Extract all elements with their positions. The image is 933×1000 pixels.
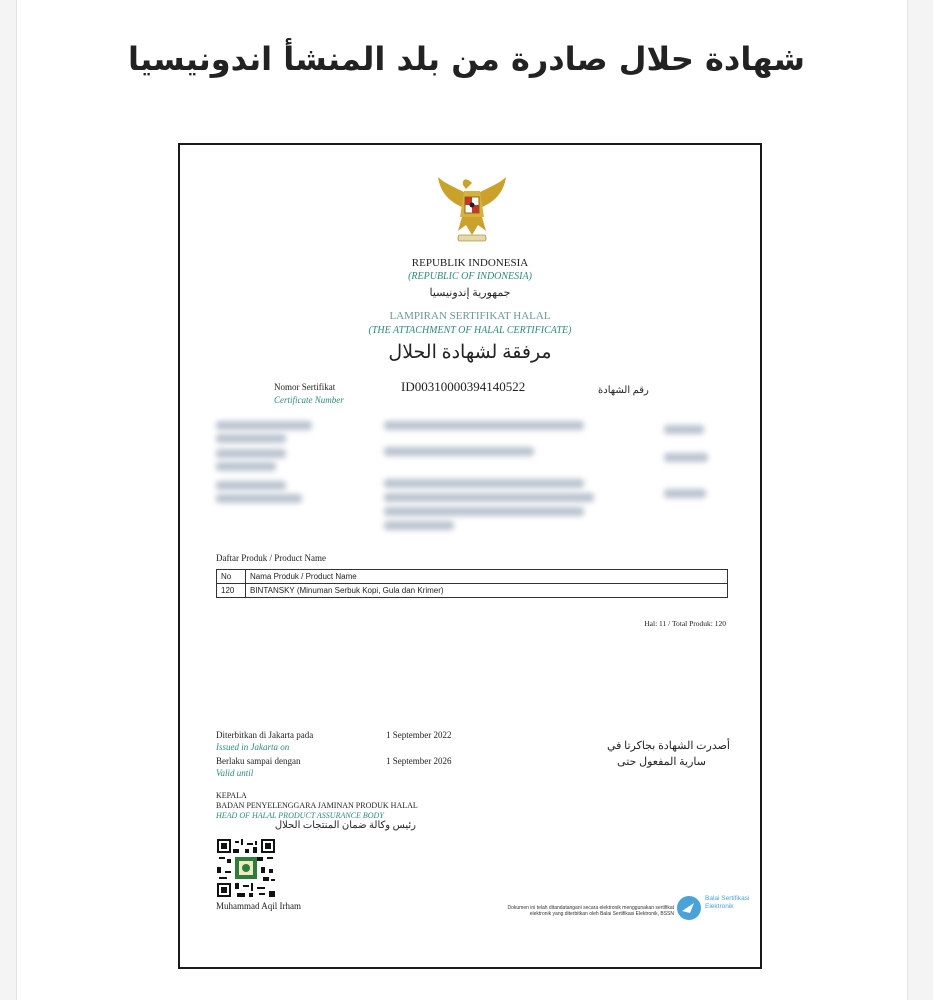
signatory-name: Muhammad Aqil Irham	[216, 901, 301, 911]
table-header-no: No	[217, 570, 246, 584]
country-name-ar: جمهورية إندونيسيا	[429, 287, 511, 299]
head-title-1: KEPALA	[216, 791, 247, 800]
head-title-ar: رئيس وكالة ضمان المنتجات الحلال	[274, 820, 416, 831]
country-name-en: (REPUBLIC OF INDONESIA)	[408, 271, 532, 282]
bsre-logo	[676, 893, 756, 923]
table-cell-product	[246, 584, 728, 598]
table-row	[217, 584, 728, 598]
valid-label-en: Valid until	[216, 768, 254, 778]
head-title-en: HEAD OF HALAL PRODUCT ASSURANCE BODY	[216, 811, 384, 820]
e-signature-note-line-2: elektronik yang diterbitkan oleh Balai Sertifikasi Elektronik, BSSN	[529, 911, 674, 917]
issued-label-ar: أصدرت الشهادة بجاكرتا في	[606, 740, 730, 752]
country-name-id: REPUBLIK INDONESIA	[411, 257, 529, 269]
document-title-en: (THE ATTACHMENT OF HALAL CERTIFICATE)	[368, 325, 572, 336]
valid-label: Berlaku sampai dengan	[216, 756, 301, 766]
issued-label-en: Issued in Jakarta on	[216, 742, 290, 752]
bsre-logo-icon	[676, 895, 702, 921]
product-name: BINTANSKY (Minuman Serbuk Kopi, Gula dan Krimer)	[250, 586, 444, 595]
cert-number-value: ID00310000394140522	[401, 379, 526, 394]
page-title: شهادة حلال صادرة من بلد المنشأ اندونيسيا	[128, 40, 805, 78]
document-title-ar: مرفقة لشهادة الحلال	[388, 342, 552, 363]
issued-label: Diterbitkan di Jakarta pada	[216, 730, 314, 740]
product-section-label: Daftar Produk / Product Name	[216, 553, 326, 563]
table-cell-no: 120	[217, 584, 246, 598]
head-title-2: BADAN PENYELENGGARA JAMINAN PRODUK HALAL	[216, 801, 418, 810]
halal-certificate-document	[178, 143, 762, 969]
page-info: Hal: 11 / Total Produk: 120	[644, 619, 726, 628]
e-signature-note-line-1: Dokumen ini telah ditandatangani secara elektronik menggunakan sertifikat	[507, 905, 674, 911]
valid-label-ar: سارية المفعول حتى	[617, 756, 706, 768]
valid-date: 1 September 2026	[386, 756, 452, 766]
table-header-row	[217, 570, 728, 584]
e-signature-note	[416, 905, 674, 917]
bsre-logo-text: Balai Sertifikasi Elektronik	[705, 895, 750, 910]
cert-number-label: Nomor Sertifikat	[274, 382, 336, 392]
issued-date: 1 September 2022	[386, 730, 452, 740]
table-header-product: Nama Produk / Product Name	[246, 570, 728, 584]
product-table	[216, 569, 728, 598]
cert-number-label-en: Certificate Number	[274, 395, 344, 405]
document-title-id: LAMPIRAN SERTIFIKAT HALAL	[389, 310, 551, 322]
garuda-emblem	[436, 173, 508, 249]
qr-code	[217, 839, 275, 897]
cert-number-label-ar: رقم الشهادة	[598, 385, 649, 396]
